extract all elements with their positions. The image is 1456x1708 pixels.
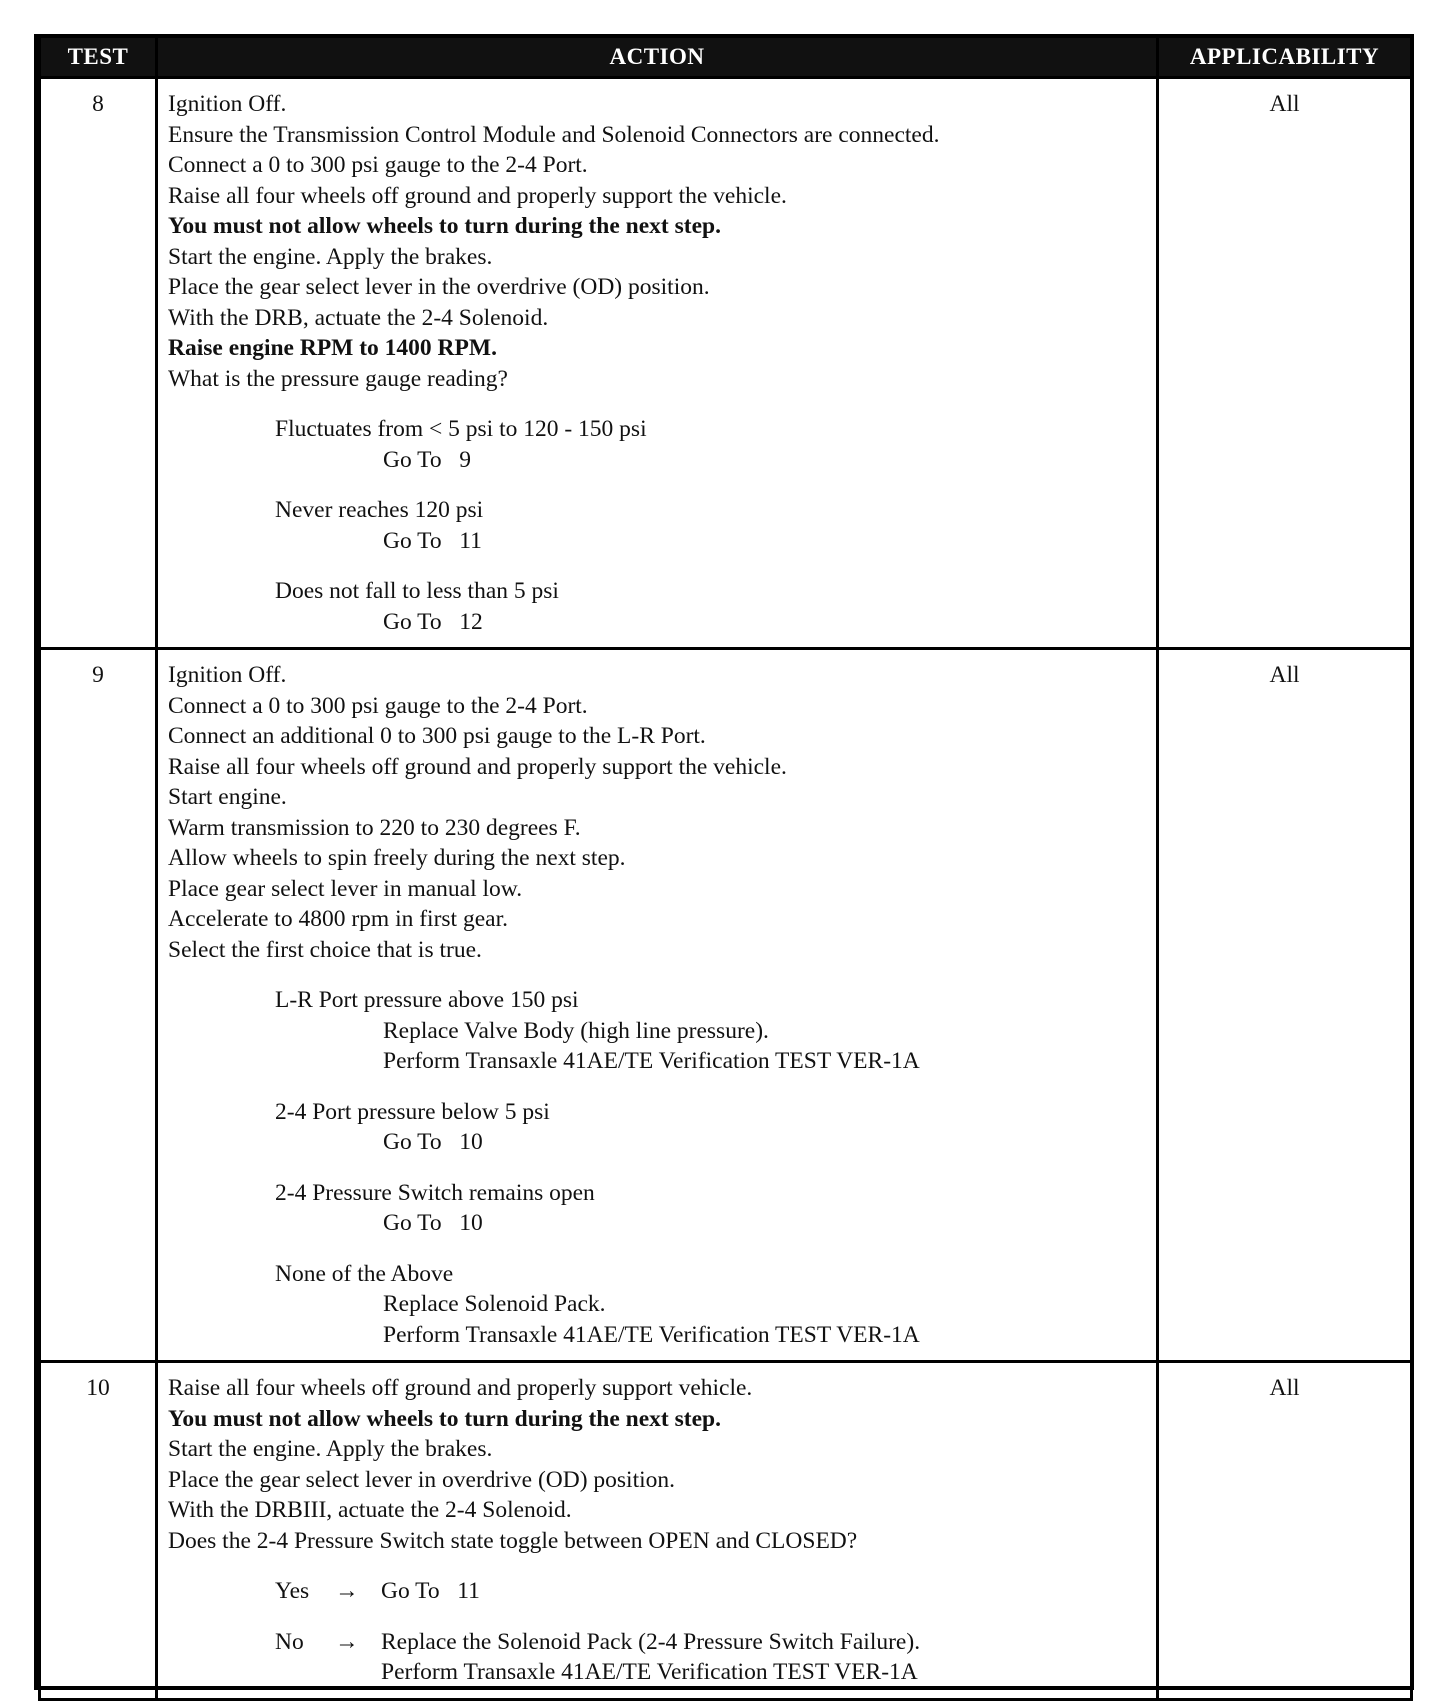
answer-result: Perform Transaxle 41AE/TE Verification TEST VER-1A: [381, 1659, 918, 1685]
test-number: 10: [40, 1362, 157, 1700]
answer-key: No: [275, 1628, 304, 1655]
step-line: Raise all four wheels off ground and properly support vehicle.: [168, 1375, 753, 1401]
step-line: Connect a 0 to 300 psi gauge to the 2-4 Port.: [168, 152, 588, 178]
action-cell: [157, 1362, 1158, 1700]
outcome-option: [168, 414, 1146, 475]
test-number: 8: [40, 78, 157, 649]
option-condition: L-R Port pressure above 150 psi: [275, 987, 579, 1013]
option-condition: 2-4 Port pressure below 5 psi: [275, 1098, 550, 1125]
step-line: Place the gear select lever in the overdrive (OD) position.: [168, 274, 710, 300]
step-line: Ignition Off.: [168, 91, 287, 117]
action-cell: [157, 78, 1158, 649]
outcome-option: [168, 576, 1146, 637]
option-result: Replace Valve Body (high line pressure).: [383, 1017, 769, 1044]
header-test: TEST: [40, 38, 157, 78]
header-applicability: APPLICABILITY: [1158, 38, 1412, 78]
option-result: Go To 9: [383, 446, 472, 473]
header-row: [40, 38, 1412, 78]
outcome-option: [168, 1259, 1146, 1351]
step-line: Accelerate to 4800 rpm in first gear.: [168, 906, 508, 932]
option-result: Perform Transaxle 41AE/TE Verification TEST VER-1A: [383, 1048, 920, 1074]
step-line: Warm transmission to 220 to 230 degrees F.: [168, 814, 581, 841]
outcome-option: [168, 985, 1146, 1077]
option-condition: Never reaches 120 psi: [275, 497, 484, 523]
test-row-9: [40, 649, 1412, 1362]
step-line: Start the engine. Apply the brakes.: [168, 243, 493, 270]
outcome-option: [168, 495, 1146, 556]
step-line: Allow wheels to spin freely during the next step.: [168, 845, 626, 871]
answer-no: [168, 1627, 1146, 1688]
step-line: With the DRB, actuate the 2-4 Solenoid.: [168, 304, 549, 331]
step-line: Connect a 0 to 300 psi gauge to the 2-4 Port.: [168, 692, 588, 719]
test-number: 9: [40, 649, 157, 1362]
applicability-value: All: [1158, 1362, 1412, 1700]
warning-line: Raise engine RPM to 1400 RPM.: [168, 335, 497, 361]
outcome-option: [168, 1097, 1146, 1158]
step-line: With the DRBIII, actuate the 2-4 Solenoid.: [168, 1497, 572, 1523]
header-action: ACTION: [157, 38, 1158, 78]
step-line: Connect an additional 0 to 300 psi gauge to the L-R Port.: [168, 723, 706, 749]
option-result: Perform Transaxle 41AE/TE Verification TEST VER-1A: [383, 1321, 920, 1348]
step-line: Start engine.: [168, 784, 287, 810]
outcome-option: [168, 1178, 1146, 1239]
step-line: Start the engine. Apply the brakes.: [168, 1436, 493, 1462]
option-result: Replace Solenoid Pack.: [383, 1291, 606, 1317]
step-line: Place the gear select lever in overdrive (OD) position.: [168, 1466, 676, 1493]
question-line: Does the 2-4 Pressure Switch state toggle between OPEN and CLOSED?: [168, 1527, 858, 1554]
option-result: Go To 10: [383, 1210, 483, 1236]
diagnostic-test-table: [38, 38, 1413, 1701]
warning-line: You must not allow wheels to turn during the next step.: [168, 213, 721, 239]
right-arrow-icon: →: [335, 1578, 359, 1604]
option-condition: 2-4 Pressure Switch remains open: [275, 1179, 595, 1206]
step-line: Raise all four wheels off ground and properly support the vehicle.: [168, 753, 787, 780]
option-result: Go To 10: [383, 1129, 483, 1155]
applicability-value: All: [1158, 649, 1412, 1362]
action-cell: [157, 649, 1158, 1362]
step-line: Place gear select lever in manual low.: [168, 875, 523, 902]
warning-line: You must not allow wheels to turn during the next step.: [168, 1405, 721, 1432]
step-line: Ignition Off.: [168, 662, 287, 688]
applicability-value: All: [1158, 78, 1412, 649]
diagnostic-test-table-frame: [34, 34, 1414, 1690]
question-line: Select the first choice that is true.: [168, 936, 482, 963]
option-condition: Does not fall to less than 5 psi: [275, 578, 559, 604]
step-line: Raise all four wheels off ground and properly support the vehicle.: [168, 182, 787, 209]
option-result: Go To 11: [383, 527, 482, 554]
question-line: What is the pressure gauge reading?: [168, 365, 508, 392]
test-row-8: [40, 78, 1412, 649]
answer-yes: [168, 1576, 1146, 1607]
option-condition: None of the Above: [275, 1260, 454, 1287]
test-row-10: [40, 1362, 1412, 1700]
answer-result: Go To 11: [381, 1578, 480, 1604]
option-condition: Fluctuates from < 5 psi to 120 - 150 psi: [275, 416, 647, 442]
answer-key: Yes: [275, 1578, 310, 1604]
option-result: Go To 12: [383, 608, 483, 635]
step-line: Ensure the Transmission Control Module and Solenoid Connectors are connected.: [168, 121, 940, 148]
right-arrow-icon: →: [335, 1628, 359, 1655]
answer-result: Replace the Solenoid Pack (2-4 Pressure Switch Failure).: [381, 1628, 921, 1655]
